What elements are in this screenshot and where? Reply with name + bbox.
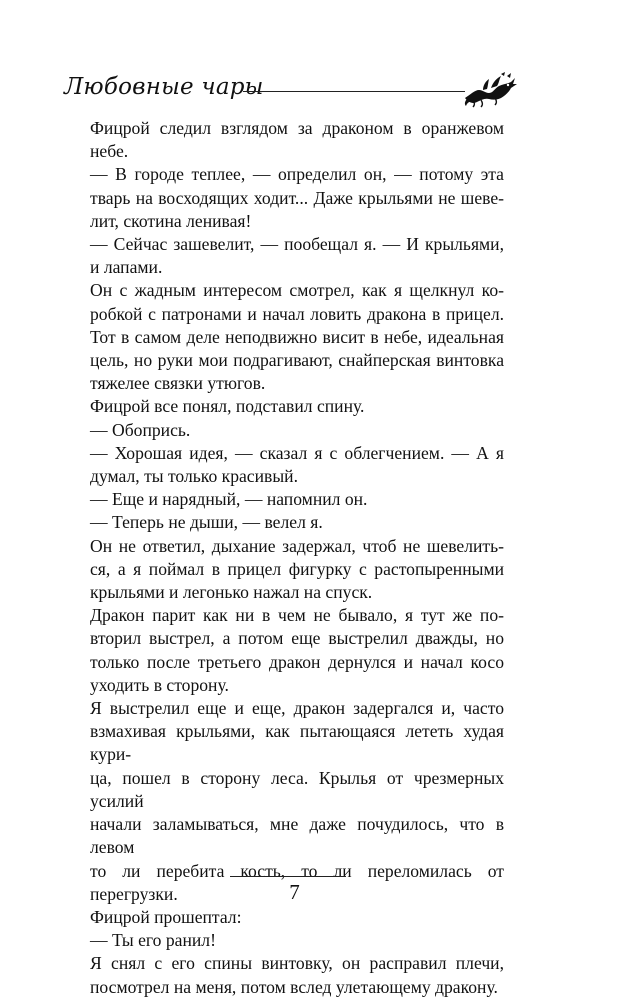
text-line: — Еще и нарядный, — напомнил он. [90,489,368,510]
paragraph [90,419,504,442]
header-rule [243,91,465,92]
text-line: начали заламываться, мне даже почудилось, что в левом [90,814,504,858]
text-line: — Теперь не дыши, — велел я. [90,512,323,533]
text-line: посмотрел на меня, потом вслед улетающему дракону. [90,976,498,997]
text-line: — Ты его ранил! [90,930,216,951]
paragraph [90,535,504,605]
text-line: Я снял с его спины винтовку, он расправил плечи, [90,953,504,974]
paragraph [90,906,504,929]
text-line: Он не ответил, дыхание задержал, чтоб не шевелить- [90,535,504,556]
text-line: Он с жадным интересом смотрел, как я щелкнул ко- [90,280,504,301]
paragraph [90,511,504,534]
text-line: вторил выстрел, а потом еще выстрелил дважды, но [90,628,504,649]
body-text [90,117,504,999]
page-number: 7 [289,880,300,904]
text-line: Дракон парит как ни в чем не бывало, я тут же по- [90,605,504,626]
text-line: ца, пошел в сторону леса. Крылья от чрезмерных усилий [90,767,504,811]
running-header [64,70,519,110]
text-line: — В городе теплее, — определил он, — потому эта [90,164,504,185]
text-line: то ли перебита кость, то ли переломилась от перегрузки. [90,860,504,904]
paragraph [90,442,504,488]
text-line: Фицрой следил взглядом за драконом в оранжевом [90,118,504,138]
paragraph [90,929,504,952]
text-line: только после третьего дракон дернулся и начал косо [90,651,504,672]
paragraph [90,697,504,906]
paragraph [90,233,504,279]
text-line: Я выстрелил еще и еще, дракон задергался и, часто [90,698,504,719]
paragraph [90,395,504,418]
text-line: — Хорошая идея, — сказал я с облегчением. — А я [90,442,504,463]
text-line: — Обопрись. [90,419,191,440]
paragraph [90,279,504,395]
text-line: и лапами. [90,257,163,278]
text-line: крыльями и легонько нажал на спуск. [90,582,373,603]
dragon-icon [461,70,519,108]
text-line: — Сейчас зашевелит, — пообещал я. — И крыльями, [90,234,504,255]
text-line: робкой с патронами и начал ловить дракона в прицел. [90,303,504,324]
text-line: Фицрой прошептал: [90,906,242,927]
text-line: цель, но руки мои подрагивают, снайперская винтовка [90,350,504,371]
paragraph [90,952,504,998]
text-line: лит, скотина ленивая! [90,210,252,231]
text-line: думал, ты только красивый. [90,466,298,487]
text-line: Тот в самом деле неподвижно висит в небе, идеальная [90,326,504,347]
footer-rule [230,876,346,877]
running-title: Любовные чары [64,74,264,100]
paragraph [90,117,504,163]
text-line: уходить в сторону. [90,674,229,695]
text-line: Фицрой все понял, подставил спину. [90,396,365,417]
text-line: взмахивая крыльями, как пытающаяся лететь худая кури- [90,721,504,765]
paragraph [90,604,504,697]
paragraph [90,488,504,511]
text-line: ся, а я поймал в прицел фигурку с растопыренными [90,558,504,579]
text-line: тяжелее связки утюгов. [90,373,266,394]
text-line: небе. [90,141,129,162]
paragraph [90,163,504,233]
text-line: тварь на восходящих ходит... Даже крыльями не шеве- [90,187,504,208]
